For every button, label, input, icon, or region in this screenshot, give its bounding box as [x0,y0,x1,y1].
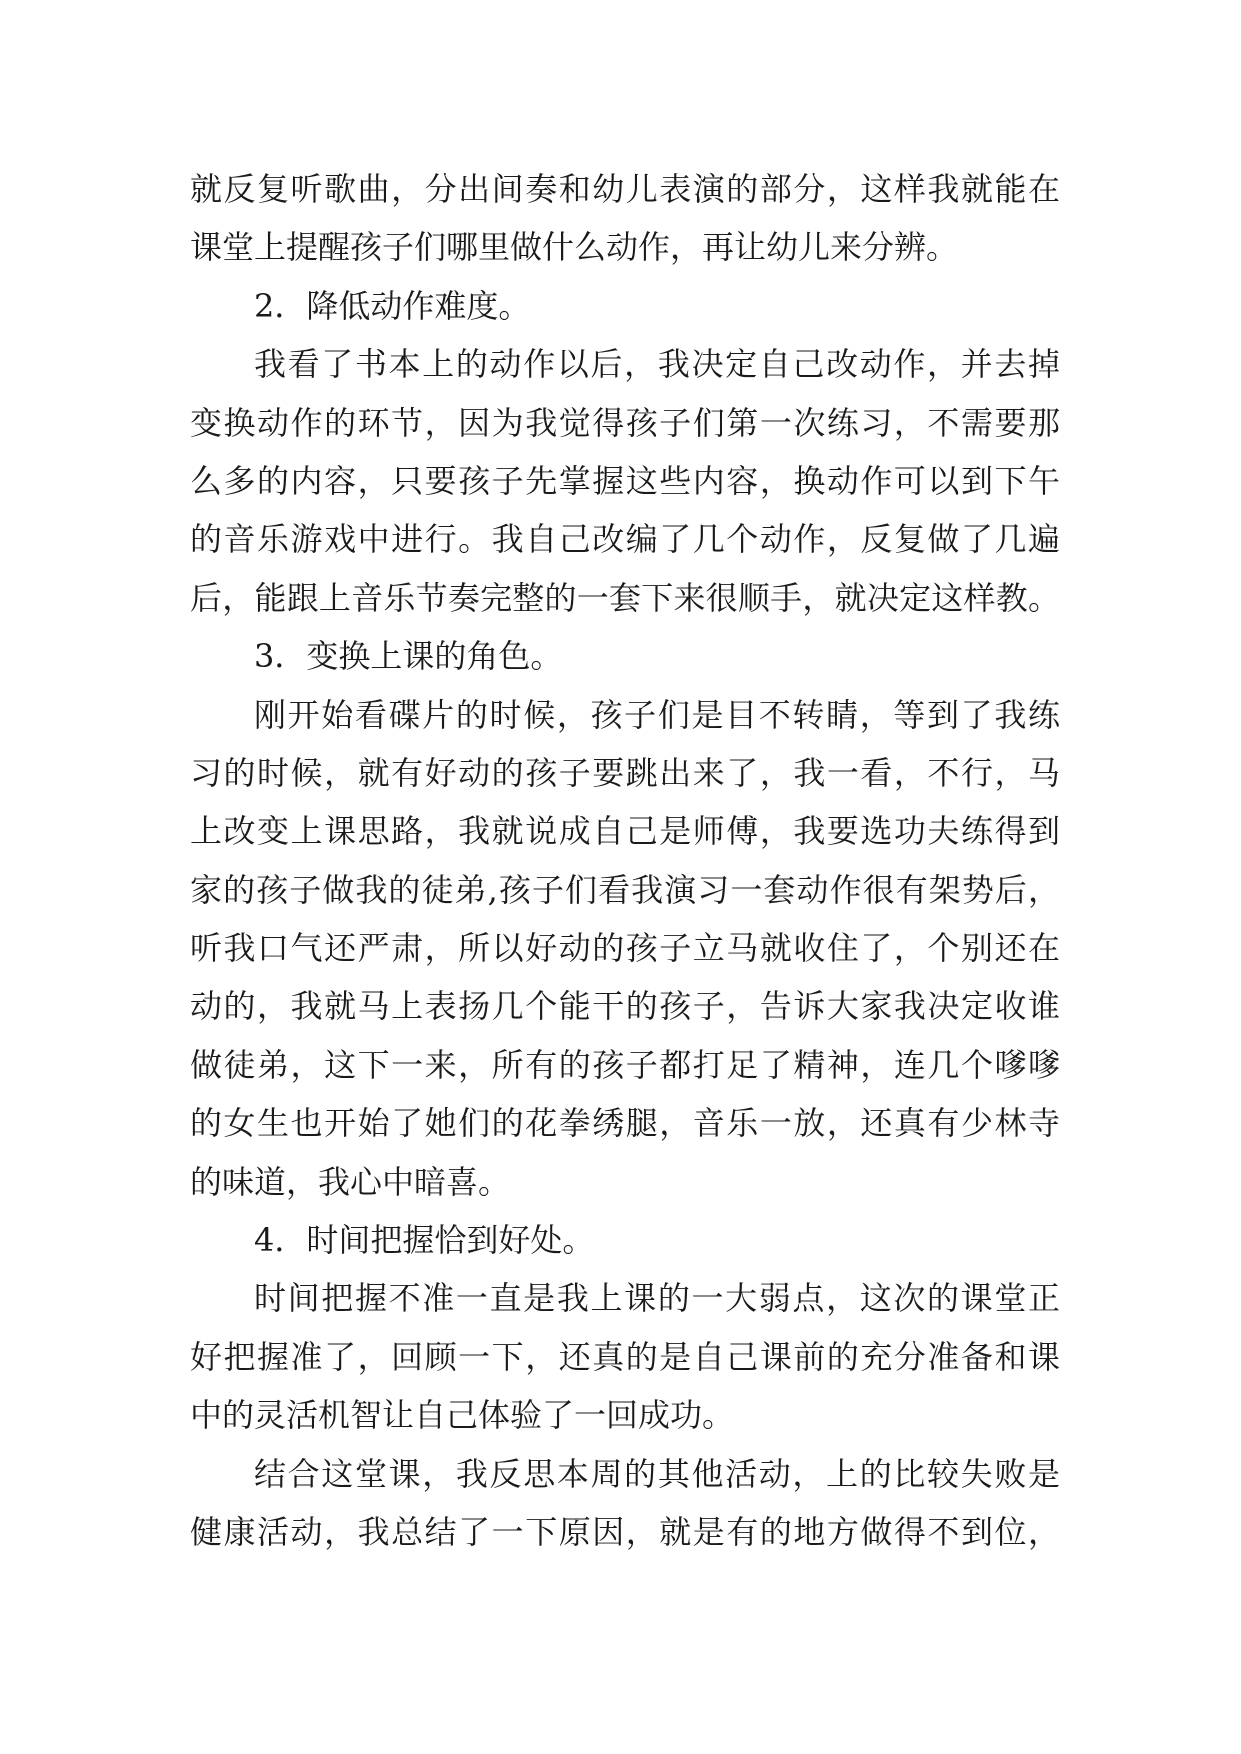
text-line: 中的灵活机智让自己体验了一回成功。 [190,1396,735,1435]
text-line: 我看了书本上的动作以后，我决定自己改动作，并去掉 [254,345,1060,384]
text-line: 健康活动，我总结了一下原因，就是有的地方做得不到位， [190,1512,1060,1551]
text-line: 听我口气还严肃，所以好动的孩子立马就收住了，个别还在 [190,929,1060,968]
text-line: 变换动作的环节，因为我觉得孩子们第一次练习，不需要那 [190,403,1060,442]
text-line: 动的，我就马上表扬几个能干的孩子，告诉大家我决定收谁 [190,987,1060,1026]
text-line: 的味道，我心中暗喜。 [190,1162,511,1201]
text-line: 4．时间把握恰到好处。 [254,1221,595,1260]
text-line: 家的孩子做我的徒弟,孩子们看我演习一套动作很有架势后， [190,870,1060,909]
text-line: 后，能跟上音乐节奏完整的一套下来很顺手，就决定这样教。 [190,578,1060,617]
text-line: 2．降低动作难度。 [254,286,531,325]
text-line: 3．变换上课的角色。 [254,637,563,676]
text-line: 时间把握不准一直是我上课的一大弱点，这次的课堂正 [254,1279,1060,1318]
text-line: 的音乐游戏中进行。我自己改编了几个动作，反复做了几遍 [190,520,1060,559]
text-line: 的女生也开始了她们的花拳绣腿，音乐一放，还真有少林寺 [190,1104,1060,1143]
text-line: 做徒弟，这下一来，所有的孩子都打足了精神，连几个嗲嗲 [190,1045,1060,1084]
text-line: 刚开始看碟片的时候，孩子们是目不转睛，等到了我练 [254,695,1060,734]
text-line: 上改变上课思路，我就说成自己是师傅，我要选功夫练得到 [190,812,1060,851]
text-line: 好把握准了，回顾一下，还真的是自己课前的充分准备和课 [190,1337,1060,1376]
text-line: 结合这堂课，我反思本周的其他活动，上的比较失败是 [254,1454,1060,1493]
text-line: 就反复听歌曲，分出间奏和幼儿表演的部分，这样我就能在 [190,170,1060,208]
text-line: 习的时候，就有好动的孩子要跳出来了，我一看，不行，马 [190,753,1060,792]
text-line: 么多的内容，只要孩子先掌握这些内容，换动作可以到下午 [190,461,1060,500]
text-line: 课堂上提醒孩子们哪里做什么动作，再让幼儿来分辨。 [190,228,959,267]
document-body [190,160,1060,1561]
